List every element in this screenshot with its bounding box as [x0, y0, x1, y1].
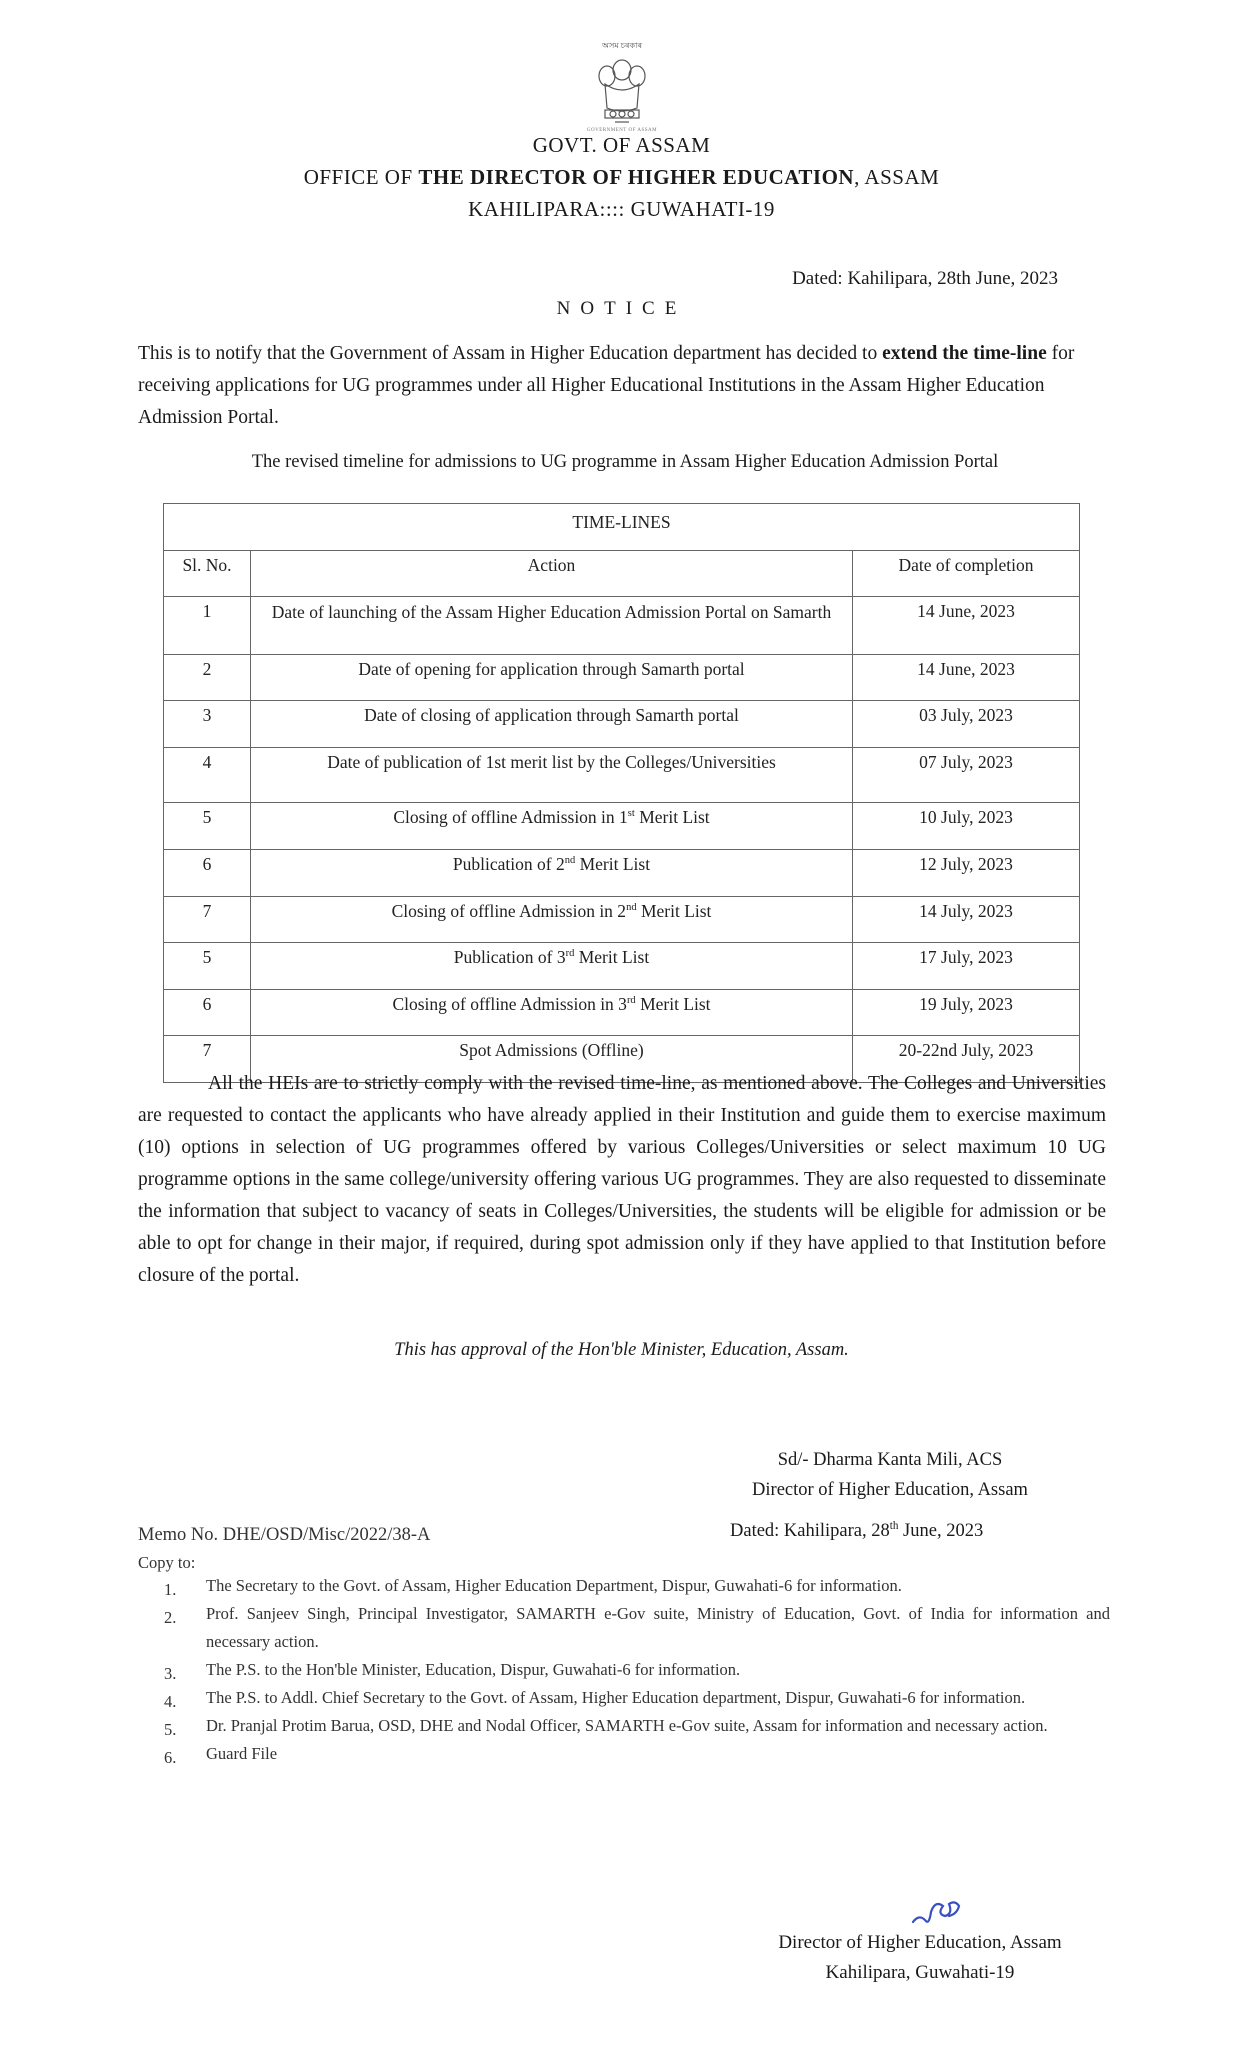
action-text: Closing of offline Admission in 1 [393, 807, 628, 827]
emblem-assamese-text: অসম চৰকাৰ [602, 41, 642, 50]
item-text: The Secretary to the Govt. of Assam, Higher Education Department, Dispur, Guwahati-6 for information. [206, 1576, 902, 1595]
header-sl: Sl. No. [164, 551, 251, 597]
signatory-block [680, 1445, 1100, 1505]
row-date: 10 July, 2023 [853, 803, 1080, 850]
ordinal-sup: st [627, 808, 635, 820]
office-address: KAHILIPARA:::: GUWAHATI-19 [468, 197, 775, 221]
item-text: The P.S. to Addl. Chief Secretary to the Govt. of Assam, Higher Education department, Dispur, Guwahati-6 for information. [206, 1688, 1026, 1707]
govt-title: GOVT. OF ASSAM [532, 133, 711, 157]
item-number: 2. [164, 1608, 177, 1627]
list-item [140, 1656, 1110, 1684]
memo-date-text: Dated: Kahilipara, 28 [730, 1521, 890, 1542]
notice-date: Dated: Kahilipara, 28th June, 2023 [792, 268, 1058, 289]
item-text: The P.S. to the Hon'ble Minister, Education, Dispur, Guwahati-6 for information. [206, 1660, 741, 1679]
signatory-designation: Director of Higher Education, Assam [752, 1480, 1028, 1500]
table-row [164, 655, 1080, 701]
table-row [164, 990, 1080, 1036]
table-row [164, 597, 1080, 655]
ordinal-sup: nd [626, 902, 637, 914]
table-row [164, 850, 1080, 897]
ordinal-sup: nd [564, 855, 576, 867]
action-text: Closing of offline Admission in 2 [391, 901, 627, 921]
list-item [140, 1600, 1110, 1656]
table-row [164, 943, 1080, 990]
action-text: Merit List [636, 901, 712, 921]
row-action: Spot Admissions (Offline) [251, 1036, 853, 1083]
row-date: 20-22nd July, 2023 [853, 1036, 1080, 1083]
closing-address: Kahilipara, Guwahati-19 [825, 1962, 1015, 1983]
row-action [251, 897, 853, 943]
row-sl: 1 [164, 597, 251, 655]
action-text: Publication of 2 [452, 854, 565, 874]
row-sl: 3 [164, 701, 251, 748]
row-date: 19 July, 2023 [853, 990, 1080, 1036]
header-action: Action [251, 551, 853, 597]
item-number: 1. [164, 1580, 177, 1599]
item-text: Guard File [206, 1744, 278, 1763]
instructions-text: All the HEIs are to strictly comply with the revised time-line, as mentioned above. The Colleges and Universities are requested to contact the applicants who have already applied in their Institution and guide them to exercise maximum (10) options in selection of UG programmes offered by various Colleges/Universities or select maximum 10 UG programme options in the same college/university offering various UG programmes. They are also requested to disseminate the information that subject to vacancy of seats in Colleges/Universities, the students will be eligible for admission or be able to opt for change in their major, if required, during spot admission only if they have applied to that Institution before closure of the portal. [138, 1073, 1106, 1286]
state-emblem-icon [585, 40, 659, 140]
intro-paragraph [138, 338, 1106, 434]
list-item [140, 1712, 1110, 1740]
row-sl: 6 [164, 990, 251, 1036]
table-title: TIME-LINES [164, 504, 1080, 551]
row-date: 17 July, 2023 [853, 943, 1080, 990]
item-number: 5. [164, 1720, 177, 1739]
item-number: 6. [164, 1748, 177, 1767]
row-date: 07 July, 2023 [853, 748, 1080, 803]
row-sl: 2 [164, 655, 251, 701]
memo-date-text: June, 2023 [898, 1521, 984, 1542]
row-date: 14 July, 2023 [853, 897, 1080, 943]
intro-text-1: This is to notify that the Government of Assam in Higher Education department has decided to [138, 343, 883, 364]
ordinal-sup: rd [565, 948, 575, 960]
memo-date-sup: th [889, 1520, 899, 1532]
row-sl: 7 [164, 897, 251, 943]
header-date: Date of completion [853, 551, 1080, 597]
table-row [164, 803, 1080, 850]
row-date: 14 June, 2023 [853, 655, 1080, 701]
instructions-paragraph [138, 1068, 1106, 1292]
handwritten-signature-icon [905, 1892, 965, 1932]
action-text: Merit List [634, 807, 710, 827]
row-sl: 4 [164, 748, 251, 803]
action-text: Closing of offline Admission in 3 [392, 994, 627, 1014]
action-text: Merit List [574, 947, 650, 967]
action-text: Merit List [575, 854, 651, 874]
table-caption: The revised timeline for admissions to UG programme in Assam Higher Education Admission Portal [251, 452, 999, 472]
list-item [140, 1684, 1110, 1712]
closing-designation: Director of Higher Education, Assam [778, 1932, 1062, 1953]
table-row [164, 897, 1080, 943]
row-date: 03 July, 2023 [853, 701, 1080, 748]
action-text: Merit List [635, 994, 711, 1014]
closing-block [720, 1928, 1120, 1988]
item-number: 4. [164, 1692, 177, 1711]
row-sl: 6 [164, 850, 251, 897]
row-action [251, 990, 853, 1036]
item-text: Dr. Pranjal Protim Barua, OSD, DHE and Nodal Officer, SAMARTH e-Gov suite, Assam for information and necessary action. [206, 1716, 1048, 1735]
row-action: Date of launching of the Assam Higher Education Admission Portal on Samarth [251, 597, 853, 655]
list-item [140, 1572, 1110, 1600]
intro-text-2: for receiving applications for UG programmes under all Higher Educational Institutions in the Assam Higher Education Admission Portal. [138, 343, 1075, 428]
office-prefix: OFFICE OF [303, 165, 419, 189]
copy-to-list [140, 1572, 1110, 1768]
row-action: Date of closing of application through Samarth portal [251, 701, 853, 748]
row-date: 14 June, 2023 [853, 597, 1080, 655]
office-suffix: , ASSAM [854, 165, 940, 189]
approval-note: This has approval of the Hon'ble Minister, Education, Assam. [394, 1340, 849, 1360]
row-action: Date of publication of 1st merit list by the Colleges/Universities [251, 748, 853, 803]
row-action [251, 803, 853, 850]
timeline-table [163, 503, 1080, 1083]
copy-to-label: Copy to: [138, 1553, 196, 1572]
row-sl: 5 [164, 943, 251, 990]
item-number: 3. [164, 1664, 177, 1683]
emblem-caption: GOVERNMENT OF ASSAM [586, 128, 658, 133]
row-date: 12 July, 2023 [853, 850, 1080, 897]
row-sl: 5 [164, 803, 251, 850]
intro-bold: extend the time-line [882, 343, 1047, 364]
table-row [164, 701, 1080, 748]
item-text: Prof. Sanjeev Singh, Principal Investigator, SAMARTH e-Gov suite, Ministry of Education, Govt. of India for information and necessary action. [206, 1604, 1110, 1651]
memo-number: Memo No. DHE/OSD/Misc/2022/38-A [138, 1525, 431, 1545]
memo-date [730, 1520, 983, 1542]
row-sl: 7 [164, 1036, 251, 1083]
signatory-name: Sd/- Dharma Kanta Mili, ACS [777, 1450, 1003, 1470]
action-text: Publication of 3 [453, 947, 566, 967]
list-item [140, 1740, 1110, 1768]
office-bold: THE DIRECTOR OF HIGHER EDUCATION [418, 165, 855, 189]
office-title [0, 165, 1243, 190]
row-action [251, 850, 853, 897]
ordinal-sup: rd [626, 995, 636, 1007]
table-row [164, 748, 1080, 803]
notice-title: NOTICE [556, 298, 687, 319]
row-action: Date of opening for application through Samarth portal [251, 655, 853, 701]
row-action [251, 943, 853, 990]
